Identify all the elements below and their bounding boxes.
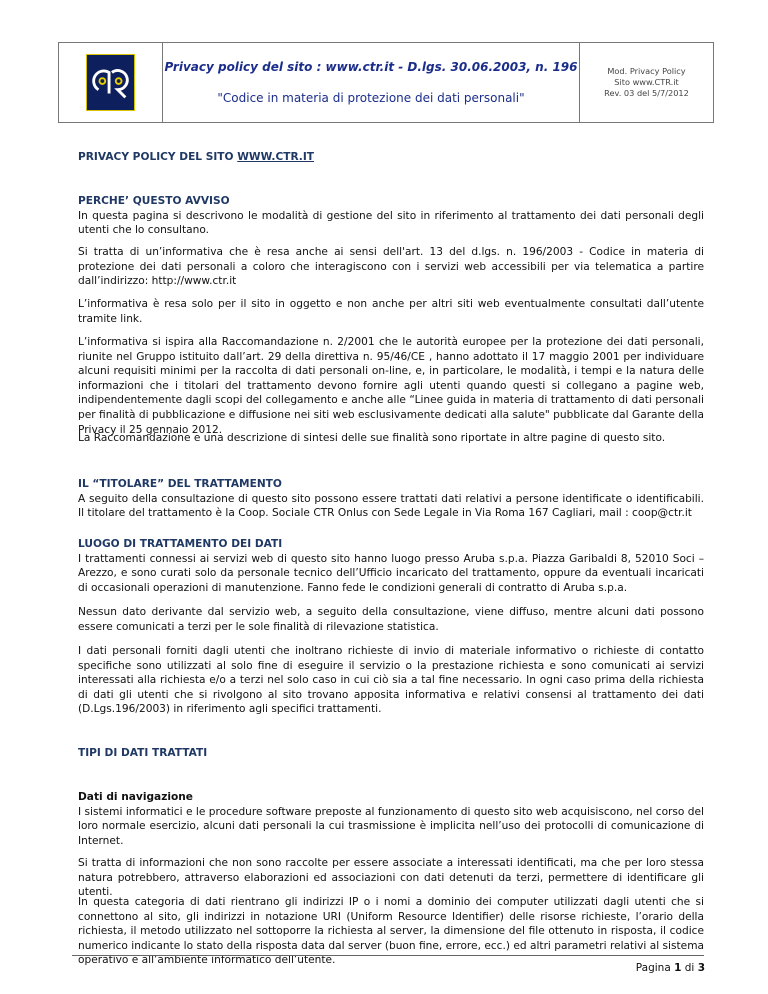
paragraph: L’informativa si ispira alla Raccomandazione n. 2/2001 che le autorità europee per la protezione dei dati personali, riunite nel Gruppo istituito dall’art. 29 della direttiva n. 95/46/CE , hanno adottato il 17 maggio 2001 per individuare alcuni requisiti minimi per la raccolta di dati personali on-line, e, in particolare, le modalità, i tempi e la natura delle informazioni che i titolari del trattamento devono fornire agli utenti quando questi si collegano a pagine web, indipendentemente dagli scopi del collegamento e anche alle “Linee guida in materia di trattamento di dati personali per finalità di pubblicazione e diffusione nei siti web esclusivamente dedicati alla salute" pubblicate dal Garante della Privacy il 25 gennaio 2012.	[78, 336, 704, 436]
paragraph: I sistemi informatici e le procedure software preposte al funzionamento di questo sito web acquisiscono, nel corso del loro normale esercizio, alcuni dati personali la cui trasmissione è implicita nell’uso dei protocolli di comunicazione di Internet.	[78, 805, 704, 847]
paragraph: La Raccomandazione e una descrizione di sintesi delle sue finalità sono riportate in altre pagine di questo sito.	[78, 432, 666, 444]
logo-cell	[59, 43, 163, 122]
header-title	[163, 43, 580, 122]
page-total: 3	[697, 962, 705, 974]
paragraph: Nessun dato derivante dal servizio web, a seguito della consultazione, viene diffuso, mentre alcuni dati possono essere comunicati a terzi per le sole finalità di rilevazione statistica.	[78, 606, 704, 633]
page-number	[636, 962, 705, 974]
section-heading: TIPI DI DATI TRATTATI	[78, 747, 208, 759]
rev-line: Rev. 03 del 5/7/2012	[604, 88, 689, 98]
section-luogo	[78, 537, 704, 595]
header-title-line1: Privacy policy del sito : www.ctr.it - D.lgs. 30.06.2003, n. 196	[164, 60, 578, 74]
section-titolare	[78, 477, 704, 521]
section-dati-navigazione	[78, 790, 704, 848]
document-title	[78, 150, 704, 165]
header-title-line2: "Codice in materia di protezione dei dati personali"	[217, 91, 525, 105]
ctr-logo	[86, 54, 135, 111]
site-link[interactable]: WWW.CTR.IT	[237, 151, 314, 163]
rev-line: Sito www.CTR.it	[614, 77, 679, 87]
section-perche	[78, 194, 704, 238]
section-heading: LUOGO DI TRATTAMENTO DEI DATI	[78, 538, 283, 550]
page-label: Pagina	[635, 962, 675, 974]
rev-line: Mod. Privacy Policy	[607, 66, 686, 76]
document-header	[58, 42, 714, 123]
revision-info	[580, 43, 713, 122]
paragraph: Si tratta di un’informativa che è resa anche ai sensi dell'art. 13 del d.lgs. n. 196/2003 - Codice in materia di protezione dei dati personali a coloro che interagiscono con i servizi web accessibili per via telematica a partire dall’indirizzo: http://www.ctr.it	[78, 246, 704, 288]
paragraph: In questa pagina si descrivono le modalità di gestione del sito in riferimento al trattamento dei dati personali degli utenti che lo consultano.	[78, 209, 704, 237]
paragraph: I dati personali forniti dagli utenti che inoltrano richieste di invio di materiale informativo o richieste di contatto specifiche sono utilizzati al solo fine di eseguire il servizio o la prestazione richiesta e sono comunicati ai servizi interessati alla richiesta e/o a terzi nel solo caso in cui ciò sia a tal fine necessario. In ogni caso prima della richiesta di dati gli utenti che si rivolgono al sito trovano apposita informativa e relativi consensi al trattamento dei dati (D.Lgs.196/2003) in riferimento agli specifici trattamenti.	[78, 645, 704, 716]
title-text: PRIVACY POLICY DEL SITO	[78, 151, 238, 163]
paragraph: A seguito della consultazione di questo sito possono essere trattati dati relativi a persone identificate o identificabili. Il titolare del trattamento è la Coop. Sociale CTR Onlus con Sede Legale in Via Roma 167 Cagliari, mail : coop@ctr.it	[78, 492, 704, 520]
paragraph: Si tratta di informazioni che non sono raccolte per essere associate a interessati identificati, ma che per loro stessa natura potrebbero, attraverso elaborazioni ed associazioni con dati detenuti da terzi, permettere di identificare gli utenti.	[78, 857, 704, 899]
footer-divider	[72, 955, 704, 956]
paragraph: L’informativa è resa solo per il sito in oggetto e non anche per altri siti web eventualmente consultati dall’utente tramite link.	[78, 298, 704, 325]
section-heading: IL “TITOLARE” DEL TRATTAMENTO	[78, 478, 282, 490]
page-current: 1	[674, 962, 682, 974]
of-label: di	[681, 962, 698, 974]
subheading: Dati di navigazione	[78, 791, 193, 803]
paragraph: I trattamenti connessi ai servizi web di questo sito hanno luogo presso Aruba s.p.a. Piazza Garibaldi 8, 52010 Soci – Arezzo, e sono curati solo da personale tecnico dell’Ufficio incaricato del trattamento, oppure da eventuali incaricati di occasionali operazioni di manutenzione. Fanno fede le condizioni generali di contratto di Aruba s.p.a.	[78, 552, 704, 594]
paragraph: In questa categoria di dati rientrano gli indirizzi IP o i nomi a dominio dei computer utilizzati dagli utenti che si connettono al sito, gli indirizzi in notazione URI (Uniform Resource Identifier) delle risorse richieste, l’orario della richiesta, il metodo utilizzato nel sottoporre la richiesta al server, la dimensione del file ottenuto in risposta, il codice numerico indicante lo stato della risposta data dal server (buon fine, errore, ecc.) ed altri parametri relativi al sistema operativo e all’ambiente informatico dell’utente.	[78, 896, 704, 967]
section-heading: PERCHE’ QUESTO AVVISO	[78, 195, 230, 207]
